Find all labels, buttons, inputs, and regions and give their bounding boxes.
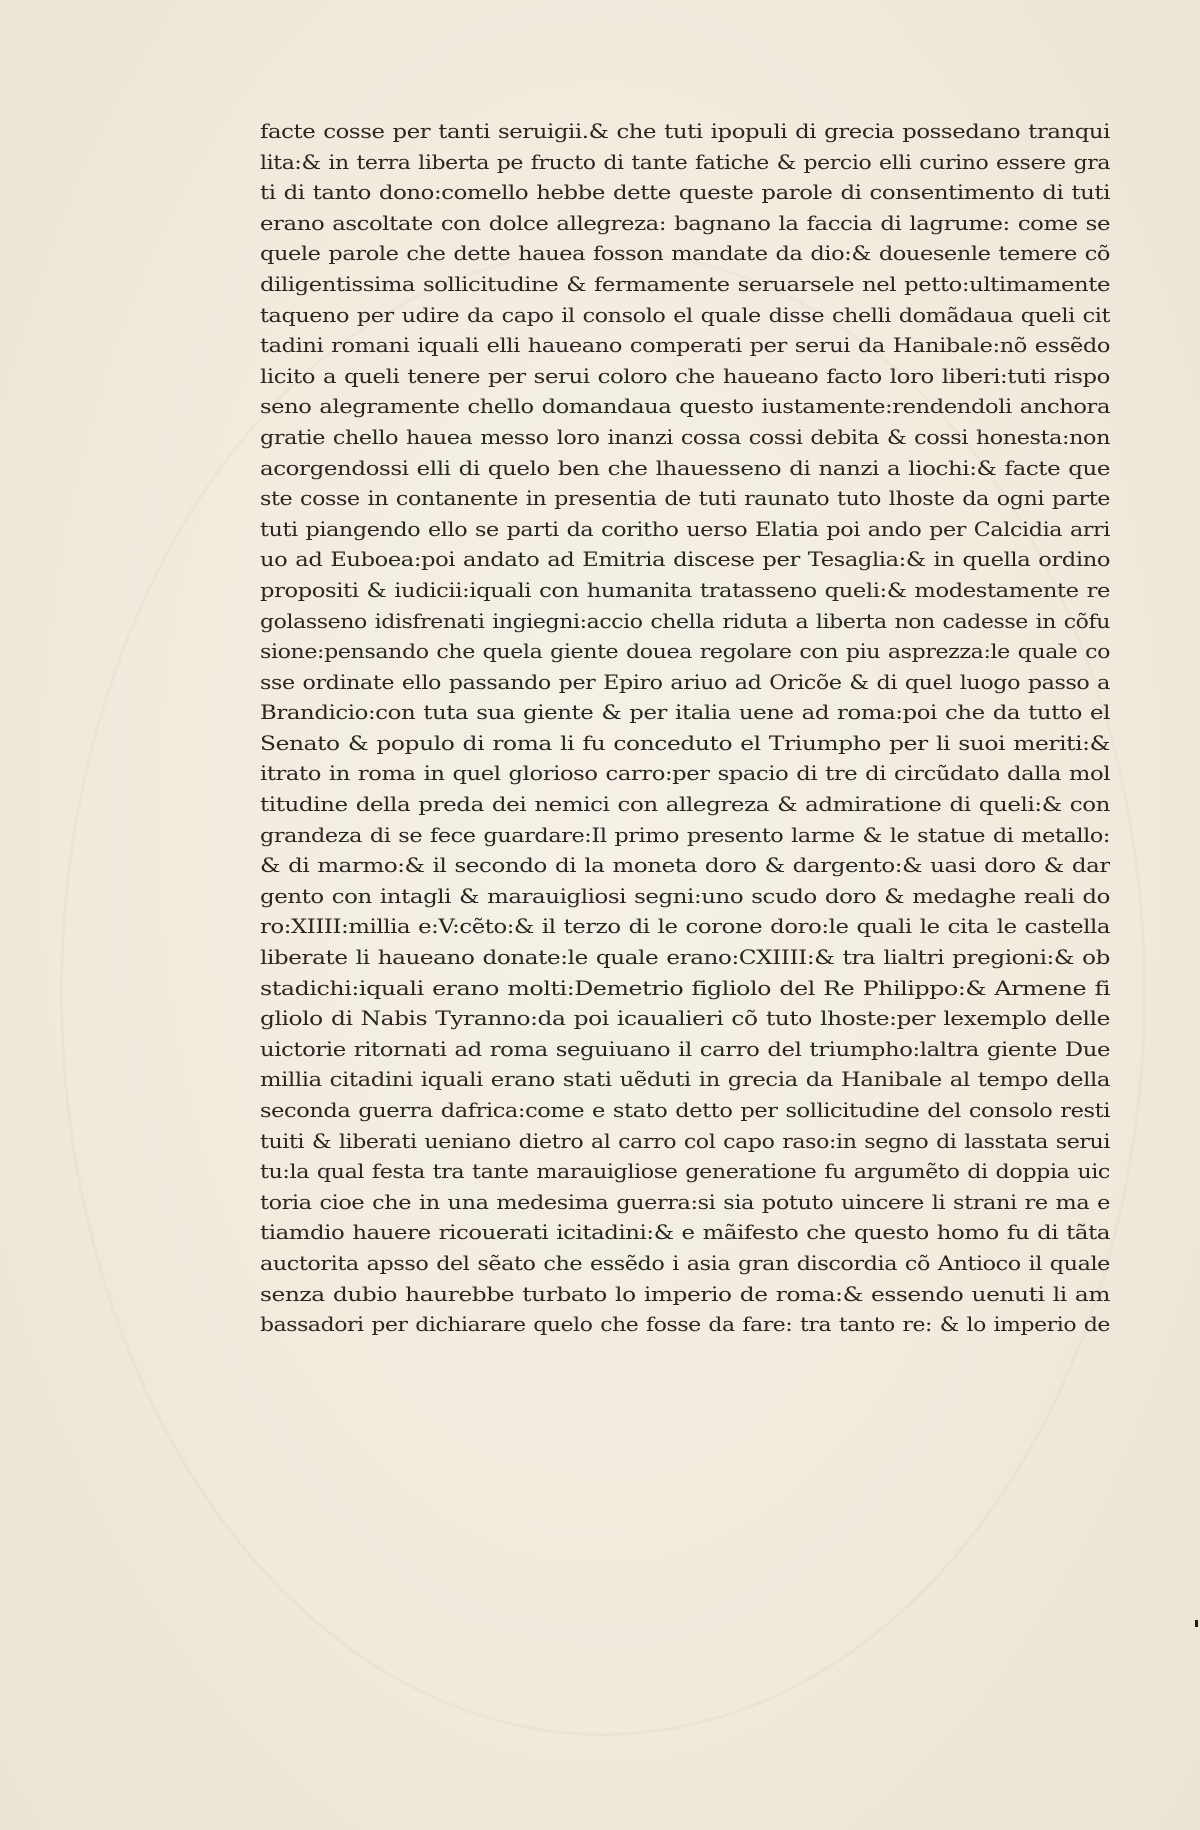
text-line: gento con intagli & marauigliosi segni:uno scudo doro & medaghe reali do [260, 884, 1110, 908]
text-line: ste cosse in contanente in presentia de tuti raunato tuto lhoste da ogni parte [260, 487, 1110, 511]
text-line: grandeza di se fece guardare:Il primo presento larme & le statue di metallo: [260, 823, 1110, 847]
text-line: licito a queli tenere per serui coloro che haueano facto loro liberi:tuti rispo [260, 364, 1110, 388]
text-line: seno alegramente chello domandaua questo iustamente:rendendoli anchora [260, 395, 1110, 419]
text-line: toria cioe che in una medesima guerra:si sia potuto uincere li strani re ma e [260, 1190, 1110, 1214]
text-line: sione:pensando che quela giente douea regolare con piu asprezza:le quale co [260, 640, 1110, 664]
text-line: uo ad Euboea:poi andato ad Emitria discese per Tesaglia:& in quella ordino [260, 548, 1110, 572]
text-line: & di marmo:& il secondo di la moneta doro & dargento:& uasi doro & dar [260, 854, 1110, 878]
text-block [260, 117, 1110, 1341]
text-line: acorgendossi elli di quelo ben che lhauesseno di nanzi a liochi:& facte que [260, 456, 1110, 480]
text-line: facte cosse per tanti seruigii.& che tuti ipopuli di grecia possedano tranqui [260, 120, 1110, 143]
text-line: diligentissima sollicitudine & fermamente seruarsele nel petto:ultimamente [260, 272, 1110, 296]
text-line: tiamdio hauere ricouerati icitadini:& e mãifesto che questo homo fu di tãta [260, 1221, 1110, 1245]
text-line: gliolo di Nabis Tyranno:da poi icaualieri cõ tuto lhoste:per lexemplo delle [260, 1007, 1110, 1031]
margin-mark [1195, 1620, 1198, 1627]
text-line: propositi & iudicii:iquali con humanita tratasseno queli:& modestamente re [260, 578, 1110, 602]
text-line: bassadori per dichiarare quelo che fosse da fare: tra tanto re: & lo imperio de [260, 1313, 1110, 1337]
text-line: tuiti & liberati ueniano dietro al carro col capo raso:in segno di lasstata serui [260, 1129, 1110, 1153]
text-line: itrato in roma in quel glorioso carro:per spacio di tre di circũdato dalla mol [260, 762, 1110, 786]
text-line: ro:XIIII:millia e:V:cẽto:& il terzo di le corone doro:le quali le cita le castella [260, 915, 1110, 939]
text-line: tadini romani iquali elli haueano comperati per serui da Hanibale:nõ essẽdo [260, 334, 1110, 358]
text-line: gratie chello hauea messo loro inanzi cossa cossi debita & cossi honesta:non [260, 425, 1110, 449]
text-line: uictorie ritornati ad roma seguiuano il carro del triumpho:laltra giente Due [260, 1037, 1110, 1061]
text-line: taqueno per udire da capo il consolo el quale disse chelli domãdaua queli cit [260, 303, 1110, 327]
text-line: Senato & populo di roma li fu conceduto el Triumpho per li suoi meriti:& [260, 731, 1110, 755]
text-line: golasseno idisfrenati ingiegni:accio chella riduta a liberta non cadesse in cõfu [260, 609, 1110, 633]
text-line: seconda guerra dafrica:come e stato detto per sollicitudine del consolo resti [260, 1099, 1110, 1122]
text-line: sse ordinate ello passando per Epiro ariuo ad Oricõe & di quel luogo passo a [260, 670, 1110, 694]
text-line: ti di tanto dono:comello hebbe dette queste parole di consentimento di tuti [260, 181, 1110, 205]
text-line: titudine della preda dei nemici con allegreza & admiratione di queli:& con [260, 793, 1110, 817]
text-line: lita:& in terra liberta pe fructo di tante fatiche & percio elli curino essere gra [260, 150, 1110, 174]
text-line: senza dubio haurebbe turbato lo imperio de roma:& essendo uenuti li am [260, 1282, 1110, 1306]
text-line: Brandicio:con tuta sua giente & per italia uene ad roma:poi che da tutto el [260, 701, 1110, 725]
text-line: liberate li haueano donate:le quale erano:CXIIII:& tra lialtri pregioni:& ob [260, 946, 1110, 970]
text-line: erano ascoltate con dolce allegreza: bagnano la faccia di lagrume: come se [260, 211, 1110, 235]
text-line: stadichi:iquali erano molti:Demetrio figliolo del Re Philippo:& Armene fi [260, 976, 1110, 1000]
text-line: tu:la qual festa tra tante marauigliose generatione fu argumẽto di doppia uic [260, 1160, 1110, 1184]
text-line: quele parole che dette hauea fosson mandate da dio:& douesenle temere cõ [260, 242, 1110, 266]
text-line: auctorita apsso del sẽato che essẽdo i asia gran discordia cõ Antioco il quale [260, 1251, 1110, 1275]
text-line: tuti piangendo ello se parti da coritho uerso Elatia poi ando per Calcidia arri [260, 517, 1110, 541]
text-line: millia citadini iquali erano stati uẽduti in grecia da Hanibale al tempo della [260, 1068, 1110, 1092]
